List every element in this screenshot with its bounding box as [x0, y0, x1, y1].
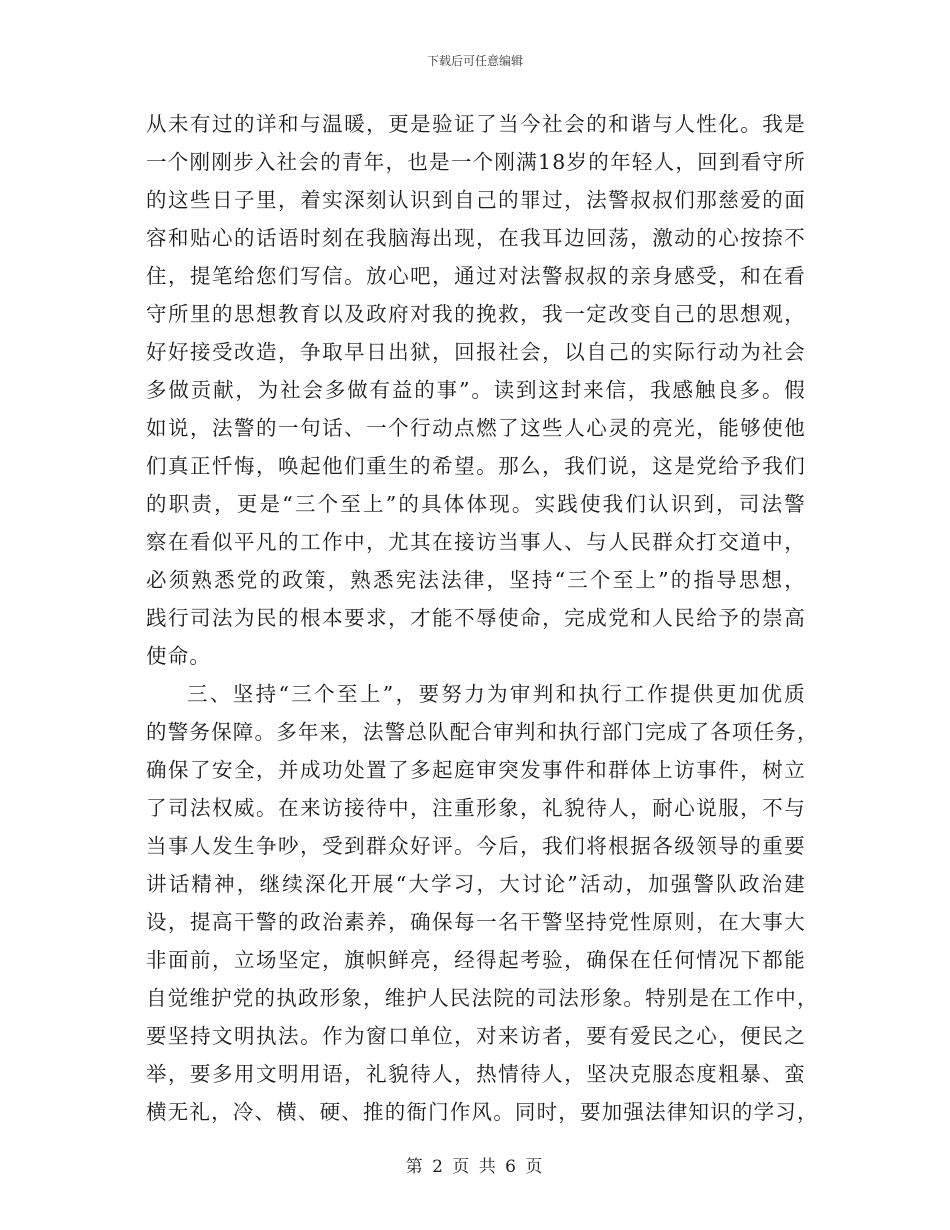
- text-line: 践行司法为民的根本要求，才能不辱使命，完成党和人民给予的崇高: [146, 606, 806, 630]
- text-line: 横无礼，冷、横、硬、推的衙门作风。同时，要加强法律知识的学习，: [146, 1100, 819, 1124]
- page-footer: 第 2 页 共 6 页: [405, 1157, 545, 1177]
- text-line: 住，提笔给您们写信。放心吧，通过对法警叔叔的亲身感受，和在看: [146, 264, 806, 288]
- text-line: 容和贴心的话语时刻在我脑海出现，在我耳边回荡，激动的心按捺不: [146, 226, 806, 250]
- text-line: 自觉维护党的执政形象，维护人民法院的司法形象。特别是在工作中，: [146, 986, 819, 1010]
- text-line: 使命。: [146, 644, 212, 668]
- text-line: 一个刚刚步入社会的青年，也是一个刚满18岁的年轻人，回到看守所: [146, 150, 806, 174]
- paragraph-first-line: 三、坚持“三个至上”，要努力为审判和执行工作提供更加优质: [187, 682, 806, 706]
- text-line: 的警务保障。多年来，法警总队配合审判和执行部门完成了各项任务，: [146, 720, 819, 744]
- text-line: 的职责，更是“三个至上”的具体体现。实践使我们认识到，司法警: [146, 492, 806, 516]
- text-line: 察在看似平凡的工作中，尤其在接访当事人、与人民群众打交道中，: [146, 530, 806, 554]
- text-line: 要坚持文明执法。作为窗口单位，对来访者，要有爱民之心，便民之: [146, 1024, 806, 1048]
- text-line: 当事人发生争吵，受到群众好评。今后，我们将根据各级领导的重要: [146, 834, 806, 858]
- text-line: 确保了安全，并成功处置了多起庭审突发事件和群体上访事件，树立: [146, 758, 806, 782]
- text-line: 举，要多用文明用语，礼貌待人，热情待人，坚决克服态度粗暴、蛮: [146, 1062, 806, 1086]
- document-body: [146, 105, 819, 1131]
- text-line: 讲话精神，继续深化开展“大学习，大讨论”活动，加强警队政治建: [146, 872, 806, 896]
- text-line: 非面前，立场坚定，旗帜鲜亮，经得起考验，确保在任何情况下都能: [146, 948, 806, 972]
- text-line: 设，提高干警的政治素养，确保每一名干警坚持党性原则，在大事大: [146, 910, 806, 934]
- text-line: 必须熟悉党的政策，熟悉宪法法律，坚持“三个至上”的指导思想，: [146, 568, 806, 592]
- text-line: 如说，法警的一句话、一个行动点燃了这些人心灵的亮光，能够使他: [146, 416, 806, 440]
- text-line: 守所里的思想教育以及政府对我的挽救，我一定改变自己的思想观，: [146, 302, 806, 326]
- page-header: 下载后可任意编辑: [426, 54, 523, 68]
- text-line: 好好接受改造，争取早日出狱，回报社会，以自己的实际行动为社会: [146, 340, 806, 364]
- text-line: 了司法权威。在来访接待中，注重形象，礼貌待人，耐心说服，不与: [146, 796, 806, 820]
- text-line: 从未有过的详和与温暖，更是验证了当今社会的和谐与人性化。我是: [146, 112, 806, 136]
- text-line: 多做贡献，为社会多做有益的事”。读到这封来信，我感触良多。假: [146, 378, 806, 402]
- text-line: 的这些日子里，着实深刻认识到自己的罪过，法警叔叔们那慈爱的面: [146, 188, 806, 212]
- text-line: 们真正忏悔，唤起他们重生的希望。那么，我们说，这是党给予我们: [146, 454, 806, 478]
